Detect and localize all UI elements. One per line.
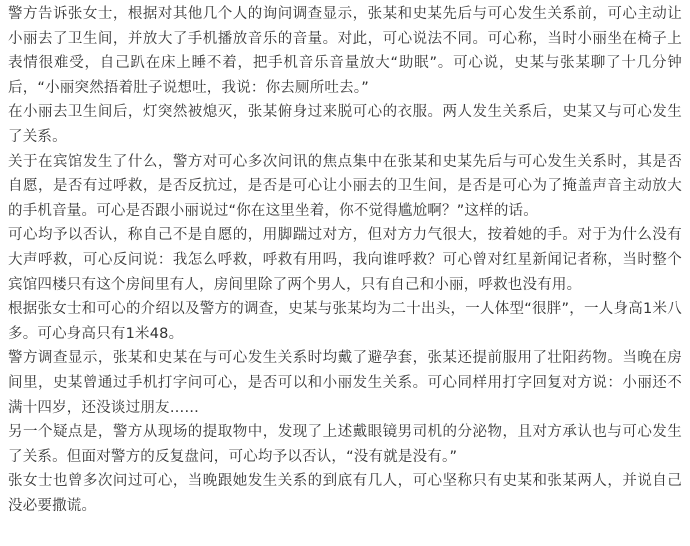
paragraph-4: 可心均予以否认，称自己不是自愿的，用脚踹过对方，但对方力气很大，按着她的手。对于为什么没有大声呼救，可心反问说：我怎么呼救，呼救有用吗，我向谁呼救？可心曾对红星新闻记者称，当时整个宾馆四楼只有这个房间里有人，房间里除了两个男人，只有自己和小丽，呼救也没有用。 [8, 227, 682, 293]
paragraph-2: 在小丽去卫生间后，灯突然被熄灭，张某俯身过来脱可心的衣服。两人发生关系后，史某又与可心发生了关系。 [8, 104, 682, 145]
paragraph-6: 警方调查显示，张某和史某在与可心发生关系时均戴了避孕套，张某还提前服用了壮阳药物。当晚在房间里，史某曾通过手机打字问可心，是否可以和小丽发生关系。可心同样用打字回复对方说：小丽还不满十四岁，还没谈过朋友…… [8, 350, 682, 416]
paragraph-7: 另一个疑点是，警方从现场的提取物中，发现了上述戴眼镜男司机的分泌物，且对方承认也与可心发生了关系。但面对警方的反复盘问，可心均予以否认，“没有就是没有。” [8, 424, 682, 465]
paragraph-8: 张女士也曾多次问过可心，当晚跟她发生关系的到底有几人，可心坚称只有史某和张某两人，并说自己没必要撒谎。 [8, 473, 682, 514]
paragraph-3: 关于在宾馆发生了什么，警方对可心多次问讯的焦点集中在张某和史某先后与可心发生关系时，其是否自愿，是否有过呼救，是否反抗过，是否是可心让小丽去的卫生间，是否是可心为了掩盖声音主动放大的手机音量。可心是否跟小丽说过“你在这里坐着，你不觉得尴尬啊？”这样的话。 [8, 153, 682, 219]
paragraph-5: 根据张女士和可心的介绍以及警方的调查，史某与张某均为二十出头，一人体型“很胖”，一人身高1米八多。可心身高只有1米48。 [8, 301, 682, 342]
paragraph-1: 警方告诉张女士，根据对其他几个人的询问调查显示，张某和史某先后与可心发生关系前，可心主动让小丽去了卫生间，并放大了手机播放音乐的音量。对此，可心说法不同。可心称，当时小丽坐在椅子上表情很难受，自己趴在床上睡不着，把手机音乐音量放大“助眠”。可心说，史某与张某聊了十几分钟后，“小丽突然捂着肚子说想吐，我说：你去厕所吐去。” [8, 6, 682, 96]
